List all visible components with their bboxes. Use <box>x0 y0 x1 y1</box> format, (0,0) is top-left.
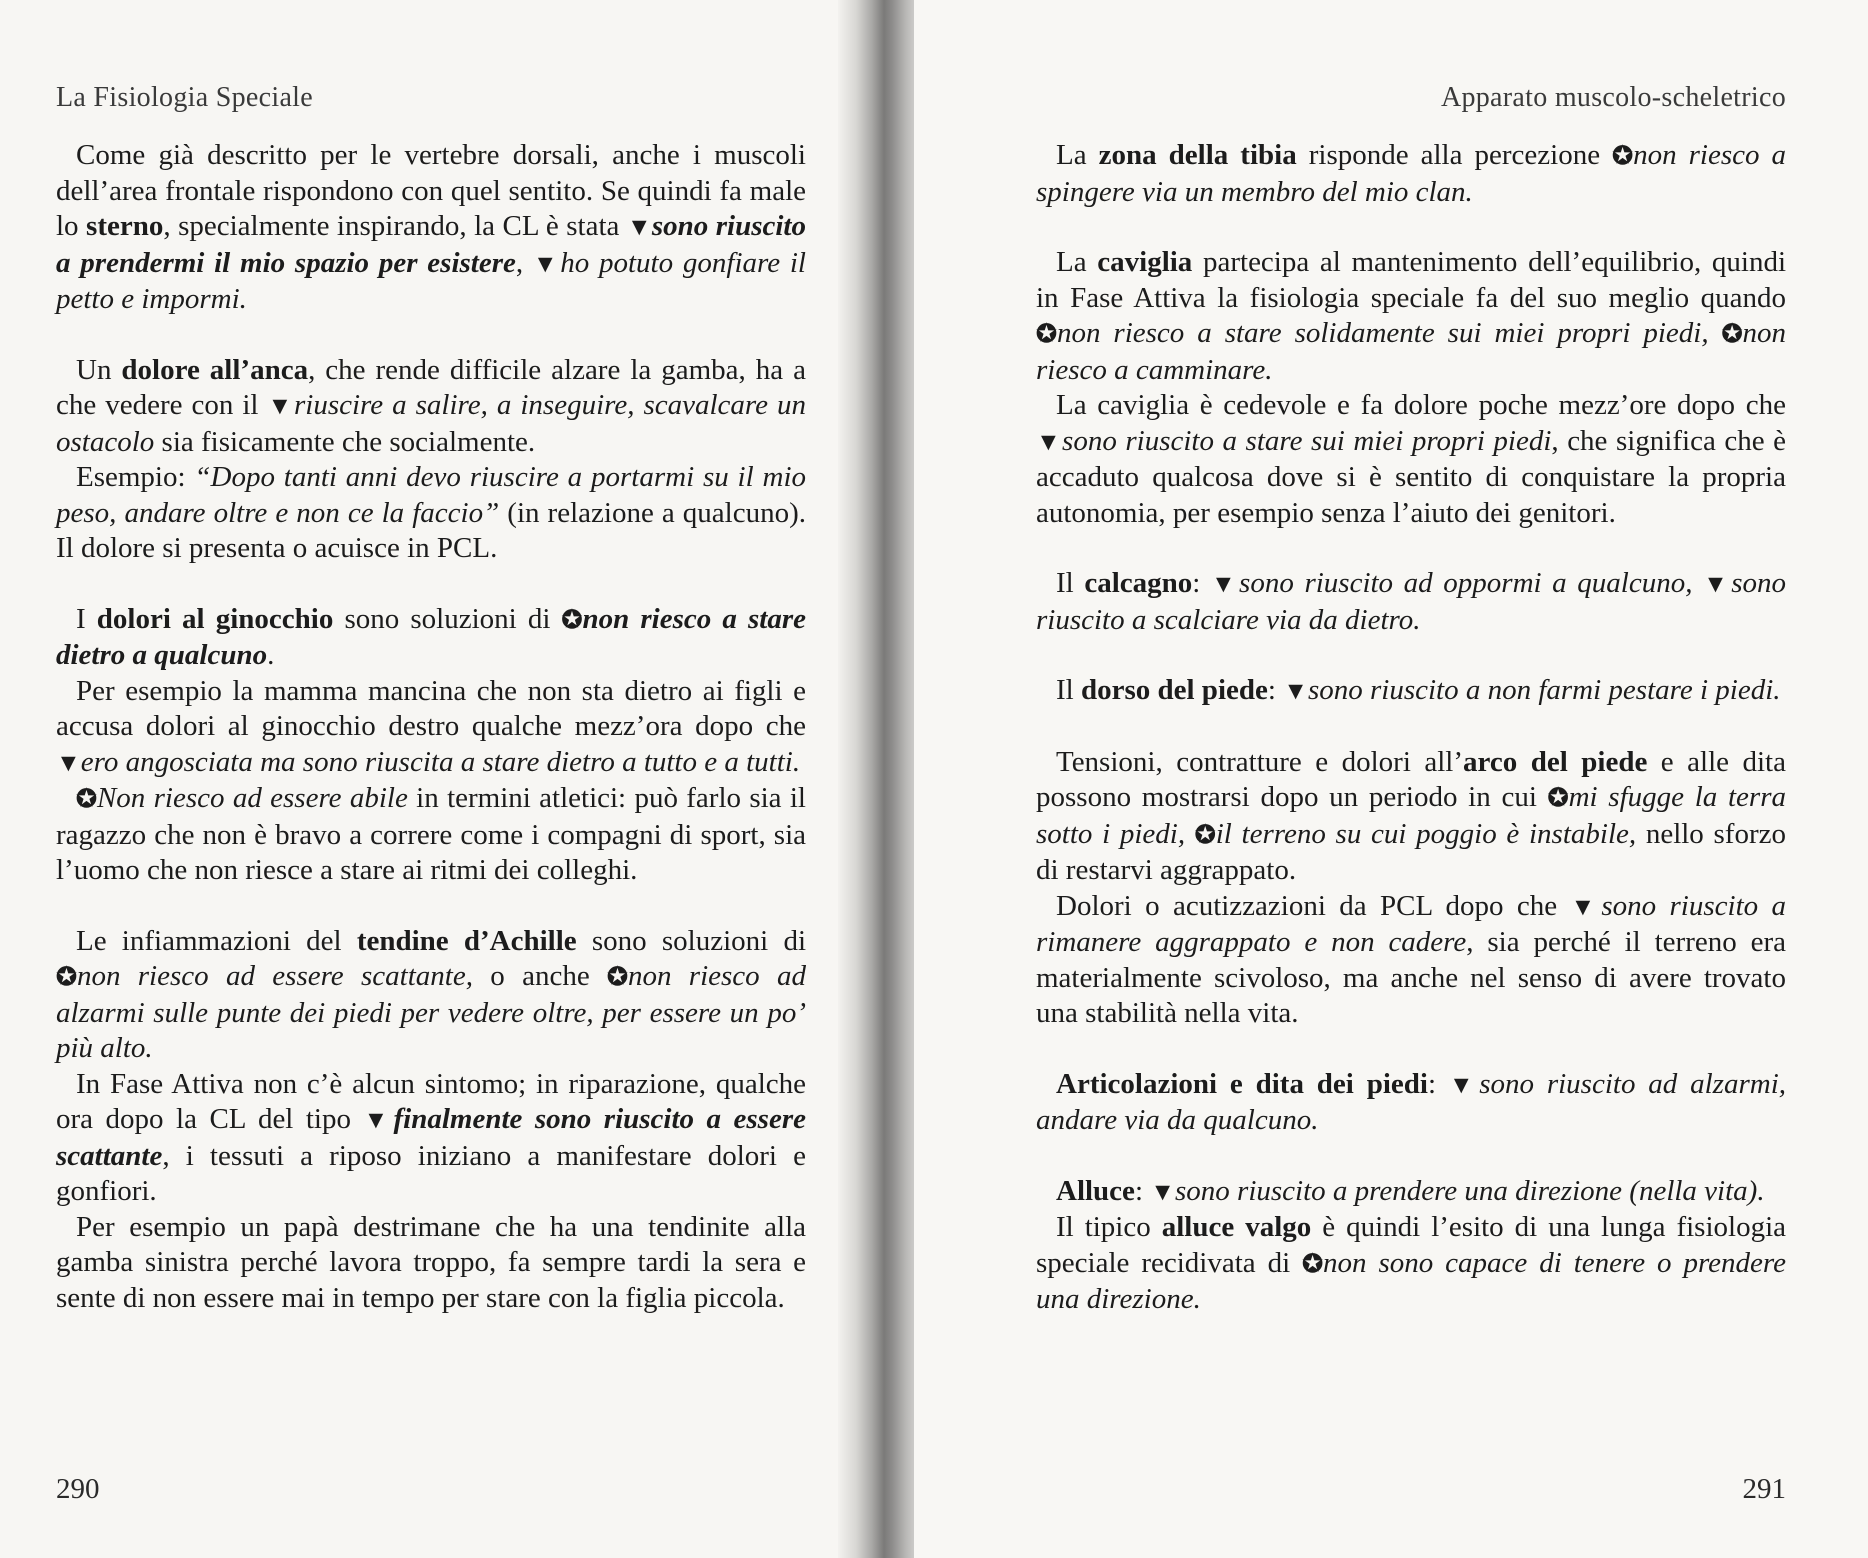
triangle-down-icon: ▼ <box>1703 571 1732 598</box>
triangle-down-icon: ▼ <box>1448 1071 1480 1099</box>
running-head-left: La Fisiologia Speciale <box>56 82 313 113</box>
paragraph: La caviglia partecipa al mantenimento dell’equilibrio, quindi in Fase Attiva la fisiologia speciale fa del suo meglio quando ✪non riesco a stare solidamente sui miei propri piedi, ✪non riesco a camminare. <box>1036 246 1787 386</box>
triangle-down-icon: ▼ <box>56 749 81 777</box>
paragraph: Un dolore all’anca, che rende difficile alzare la gamba, ha a che vedere con il ▼riuscire a salire, a inseguire, scavalcare un ostacolo sia fisicamente che socialmente. <box>56 353 806 458</box>
paragraph: Dolori o acutizzazioni da PCL dopo che ▼sono riuscito a rimanere aggrappato e non cadere, sia perché il terreno era materialmente scivoloso, ma anche nel senso di avere trovato una stabilità nella vita. <box>1036 889 1786 1029</box>
circled-star-icon: ✪ <box>1547 785 1569 812</box>
triangle-down-icon: ▼ <box>1036 428 1063 456</box>
triangle-down-icon: ▼ <box>1150 1178 1175 1206</box>
paragraph: Le infiammazioni del tendine d’Achille sono soluzioni di ✪non riesco ad essere scattante, o anche ✪non riesco ad alzarmi sulle punte dei piedi per vedere oltre, per essere un po’ più alto. <box>56 924 806 1064</box>
circled-star-icon: ✪ <box>1194 821 1216 849</box>
right-page-text <box>1036 138 1786 1318</box>
paragraph: Per esempio la mamma mancina che non sta dietro ai figli e accusa dolori al ginocchio destro qualche mezz’ora dopo che ▼ero angosciata ma sono riuscita a stare dietro a tutto e a tutti. <box>56 674 806 778</box>
paragraph: Il tipico alluce valgo è quindi l’esito di una lunga fisiologia speciale recidivata di ✪non sono capace di tenere o prendere una direzione. <box>1036 1211 1787 1315</box>
paragraph: Il dorso del piede: ▼sono riuscito a non farmi pestare i piedi. <box>1056 674 1781 706</box>
triangle-down-icon: ▼ <box>1570 893 1602 921</box>
running-head-right: Apparato muscolo-scheletrico <box>1440 82 1786 113</box>
paragraph: Alluce: ▼sono riuscito a prendere una direzione (nella vita). <box>1056 1174 1765 1207</box>
circled-star-icon: ✪ <box>561 606 583 634</box>
paragraph: La zona della tibia risponde alla percezione ✪non riesco a spingere via un membro del mio clan. <box>1036 139 1787 208</box>
left-page <box>0 0 860 1558</box>
circled-star-icon: ✪ <box>1302 1250 1324 1278</box>
paragraph: La caviglia è cedevole e fa dolore poche mezz’ore dopo che ▼sono riuscito a stare sui miei propri piedi, che significa che è accaduto qualcosa dove si è sentito di conquistare la propria autonomia, per esempio senza l’aiuto dei genitori. <box>1036 389 1787 529</box>
triangle-down-icon: ▼ <box>363 1107 394 1134</box>
paragraph: Come già descritto per le vertebre dorsali, anche i muscoli dell’area frontale rispondono con quel sentito. Se quindi fa male lo sterno, specialmente inspirando, la CL è stata ▼sono riuscito a prendermi il mio spazio per esistere, ▼ho potuto gonfiare il petto e impormi. <box>56 139 806 315</box>
paragraph: Il calcagno: ▼sono riuscito ad oppormi a qualcuno, ▼sono riuscito a scalciare via da dietro. <box>1036 567 1786 636</box>
paragraph: Articolazioni e dita dei piedi: ▼sono riuscito ad alzarmi, andare via da qualcuno. <box>1036 1067 1787 1136</box>
circled-star-icon: ✪ <box>1036 321 1057 348</box>
circled-star-icon: ✪ <box>76 786 97 813</box>
paragraph: I dolori al ginocchio sono soluzioni di ✪non riesco a stare dietro a qualcuno. <box>56 602 806 671</box>
triangle-down-icon: ▼ <box>532 250 561 278</box>
triangle-down-icon: ▼ <box>1210 571 1240 598</box>
paragraph: In Fase Attiva non c’è alcun sintomo; in riparazione, qualche ora dopo la CL del tipo ▼finalmente sono riuscito a essere scattante, i tessuti a riposo iniziano a manifestare dolori e gonfiori. <box>56 1067 806 1207</box>
paragraph: Esempio: “Dopo tanti anni devo riuscire a portarmi su il mio peso, andare oltre e non ce la faccio” (in relazione a qualcuno). Il dolore si presenta o acuisce in PCL. <box>56 461 807 564</box>
circled-star-icon: ✪ <box>56 964 77 991</box>
right-page <box>914 0 1868 1558</box>
left-page-text <box>56 138 806 1316</box>
page-number-right: 291 <box>1742 1473 1786 1505</box>
circled-star-icon: ✪ <box>1612 143 1634 170</box>
paragraph: Per esempio un papà destrimane che ha una tendinite alla gamba sinistra perché lavora troppo, fa sempre tardi la sera e sente di non essere mai in tempo per stare con la figlia piccola. <box>56 1210 806 1314</box>
circled-star-icon: ✪ <box>1721 321 1743 348</box>
paragraph: Tensioni, contratture e dolori all’arco del piede e alle dita possono mostrarsi dopo un periodo in cui ✪mi sfugge la terra sotto i piedi, ✪il terreno su cui poggio è instabile, nello sforzo di restarvi aggrappato. <box>1036 745 1786 886</box>
paragraph: ✪Non riesco ad essere abile in termini atletici: può farlo sia il ragazzo che non è bravo a correre come i compagni di sport, sia l’uomo che non riesce a stare ai ritmi dei colleghi. <box>56 782 806 886</box>
triangle-down-icon: ▼ <box>626 214 652 241</box>
page-number-left: 290 <box>56 1473 100 1505</box>
triangle-down-icon: ▼ <box>1283 678 1308 705</box>
triangle-down-icon: ▼ <box>267 393 294 420</box>
circled-star-icon: ✪ <box>607 964 628 991</box>
